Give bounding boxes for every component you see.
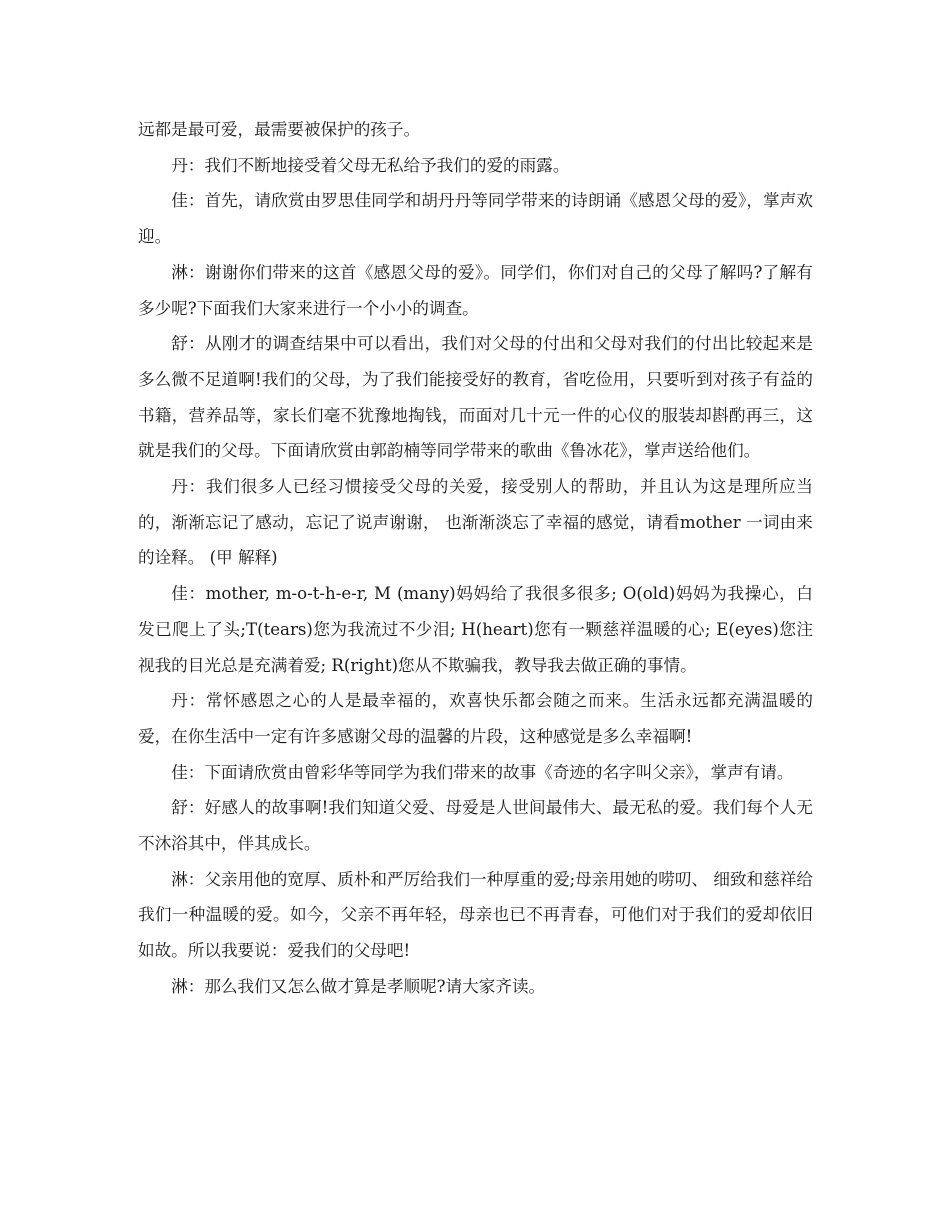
paragraph-2: 丹：我们不断地接受着父母无私给予我们的爱的雨露。 <box>171 155 570 175</box>
paragraph-5: 舒：从刚才的调查结果中可以看出，我们对父母的付出和父母对我们的付出比较起来是多么微不足道啊!我们的父母，为了我们能接受好的教育，省吃俭用，只要听到对孩子有益的书籍，营养品等，家长们毫不犹豫地掏钱，而面对几十元一件的心仪的服装却斟酌再三，这就是我们的父母。下面请欣赏由郭韵楠等同学带来的歌曲《鲁冰花》，掌声送给他们。 <box>138 334 813 461</box>
paragraph-8: 丹：常怀感恩之心的人是最幸福的，欢喜快乐都会随之而来。生活永远都充满温暖的爱，在你生活中一定有许多感谢父母的温馨的片段，这种感觉是多么幸福啊! <box>138 691 813 746</box>
paragraph-10: 舒：好感人的故事啊!我们知道父爱、母爱是人世间最伟大、最无私的爱。我们每个人无不沐浴其中，伴其成长。 <box>138 798 813 854</box>
paragraph-7: 佳：mother, m-o-t-h-e-r, M (many)妈妈给了我很多很多; O(old)妈妈为我操心，白发已爬上了头;T(tears)您为我流过不少泪; H(heart)您有一颗慈祥温暖的心; E(eyes)您注视我的目光总是充满着爱; R(right)您从不欺骗我，教导我去做正确的事情。 <box>138 584 813 675</box>
paragraph-4: 淋：谢谢你们带来的这首《感恩父母的爱》。同学们，你们对自己的父母了解吗?了解有多少呢?下面我们大家来进行一个小小的调查。 <box>138 262 813 318</box>
paragraph-6: 丹：我们很多人已经习惯接受父母的关爱，接受别人的帮助，并且认为这是理所应当的，渐渐忘记了感动，忘记了说声谢谢， 也渐渐淡忘了幸福的感觉，请看mother 一词由来的诠释。 (甲 解释) <box>138 477 813 568</box>
paragraph-11: 淋：父亲用他的宽厚、质朴和严厉给我们一种厚重的爱;母亲用她的唠叨、 细致和慈祥给我们一种温暖的爱。如今，父亲不再年轻，母亲也已不再青春，可他们对于我们的爱却依旧如故。所以我要说：爱我们的父母吧! <box>138 869 813 961</box>
document-page <box>138 112 813 1005</box>
paragraph-9: 佳：下面请欣赏由曾彩华等同学为我们带来的故事《奇迹的名字叫父亲》，掌声有请。 <box>171 762 794 782</box>
paragraph-12: 淋：那么我们又怎么做才算是孝顺呢?请大家齐读。 <box>171 976 546 996</box>
paragraph-1: 远都是最可爱，最需要被保护的孩子。 <box>138 120 421 139</box>
paragraph-3: 佳：首先，请欣赏由罗思佳同学和胡丹丹等同学带来的诗朗诵《感恩父母的爱》，掌声欢迎。 <box>138 191 813 247</box>
